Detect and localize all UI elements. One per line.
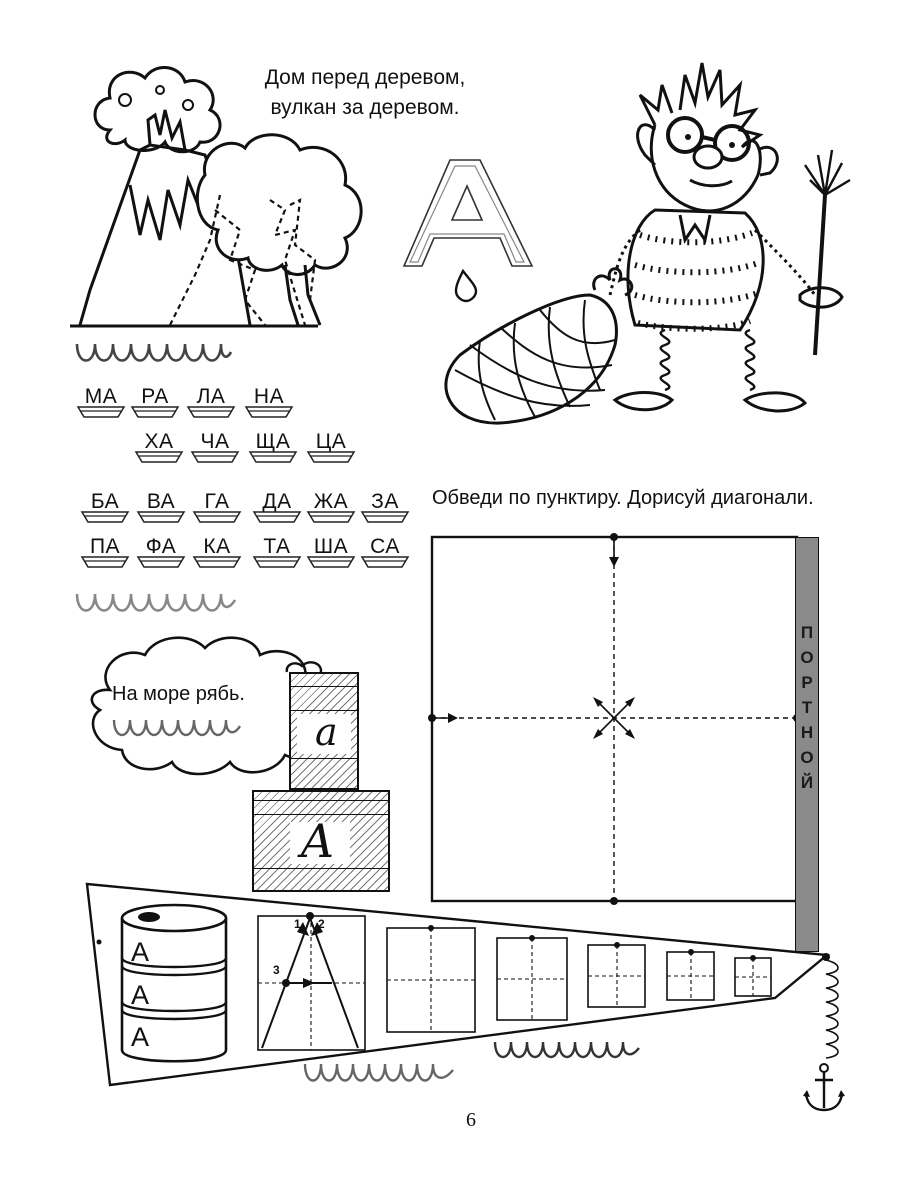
syllable-text: СА xyxy=(370,535,400,558)
syllable-text: ЛА xyxy=(196,385,226,408)
syllable-boat xyxy=(306,430,356,472)
syllable-text: РА xyxy=(141,385,169,408)
syllable-text: ДА xyxy=(262,490,292,513)
syllable-text: ЩА xyxy=(255,430,291,453)
syllable-boat xyxy=(244,385,294,427)
caption-line-1: Дом перед деревом, xyxy=(264,66,466,89)
syllable-text: КА xyxy=(203,535,231,558)
tailor-letter: О xyxy=(800,648,814,667)
stroke-number: 1 xyxy=(294,917,301,931)
tailor-letter: Т xyxy=(801,698,813,717)
anchor-icon xyxy=(802,1062,846,1114)
tracing-square-grid xyxy=(430,535,822,905)
syllable-text: ТА xyxy=(263,535,291,558)
barrel-letter: А xyxy=(131,980,150,1010)
syllable-text: ЧА xyxy=(200,430,230,453)
tailor-letter: О xyxy=(800,748,814,767)
syllable-boat xyxy=(190,430,240,472)
anchor-rope xyxy=(818,958,858,1078)
syllable-boat xyxy=(192,535,242,577)
wavy-tracing-line xyxy=(75,588,240,614)
syllable-boat xyxy=(136,535,186,577)
syllable-boat xyxy=(252,535,302,577)
wavy-tracing-line xyxy=(303,1060,468,1086)
syllable-boat xyxy=(306,535,356,577)
wavy-tracing-line xyxy=(75,338,235,364)
stroke-number: 3 xyxy=(273,963,280,977)
tailor-letter: П xyxy=(800,623,814,642)
syllable-boat xyxy=(80,490,130,532)
syllable-boat xyxy=(76,385,126,427)
block-letter-capital: А xyxy=(300,814,335,868)
syllable-text: ГА xyxy=(204,490,230,513)
fisherman-character-illustration xyxy=(440,55,870,435)
small-letter-block xyxy=(289,672,359,790)
wavy-tracing-line xyxy=(112,716,247,740)
grid-instruction: Обведи по пунктиру. Дорисуй диагонали. xyxy=(432,487,814,509)
syllable-text: БА xyxy=(90,490,120,513)
syllable-boat xyxy=(360,535,410,577)
caption-line-2: вулкан за деревом. xyxy=(270,96,460,119)
syllable-text: ЦА xyxy=(315,430,347,453)
syllable-text: ВА xyxy=(146,490,176,513)
syllable-text: МА xyxy=(84,385,118,408)
syllable-boat xyxy=(80,535,130,577)
syllable-text: ША xyxy=(313,535,349,558)
syllable-boat xyxy=(186,385,236,427)
syllable-boat xyxy=(252,490,302,532)
syllable-boat xyxy=(136,490,186,532)
syllable-boat xyxy=(192,490,242,532)
syllable-text: ПА xyxy=(89,535,121,558)
large-letter-block xyxy=(252,790,390,892)
tailor-letter: Й xyxy=(800,773,814,792)
tailor-letter: Р xyxy=(801,673,813,692)
syllable-boat xyxy=(134,430,184,472)
syllable-text: ЗА xyxy=(371,490,399,513)
syllable-boat xyxy=(248,430,298,472)
page-number: 6 xyxy=(466,1109,476,1131)
wavy-tracing-line xyxy=(493,1038,653,1062)
barrel-letter: А xyxy=(131,1022,150,1052)
syllable-text: НА xyxy=(253,385,285,408)
tailor-letter: Н xyxy=(800,723,814,742)
stroke-number: 2 xyxy=(318,917,325,931)
syllable-text: ХА xyxy=(144,430,174,453)
block-letter-small: а xyxy=(315,710,338,754)
syllable-boat xyxy=(306,490,356,532)
syllable-text: ФА xyxy=(145,535,177,558)
barrel-letter: А xyxy=(131,937,150,967)
syllable-boat xyxy=(360,490,410,532)
syllable-text: ЖА xyxy=(313,490,349,513)
syllable-boat xyxy=(130,385,180,427)
cloud-text: На море рябь. xyxy=(112,683,245,705)
